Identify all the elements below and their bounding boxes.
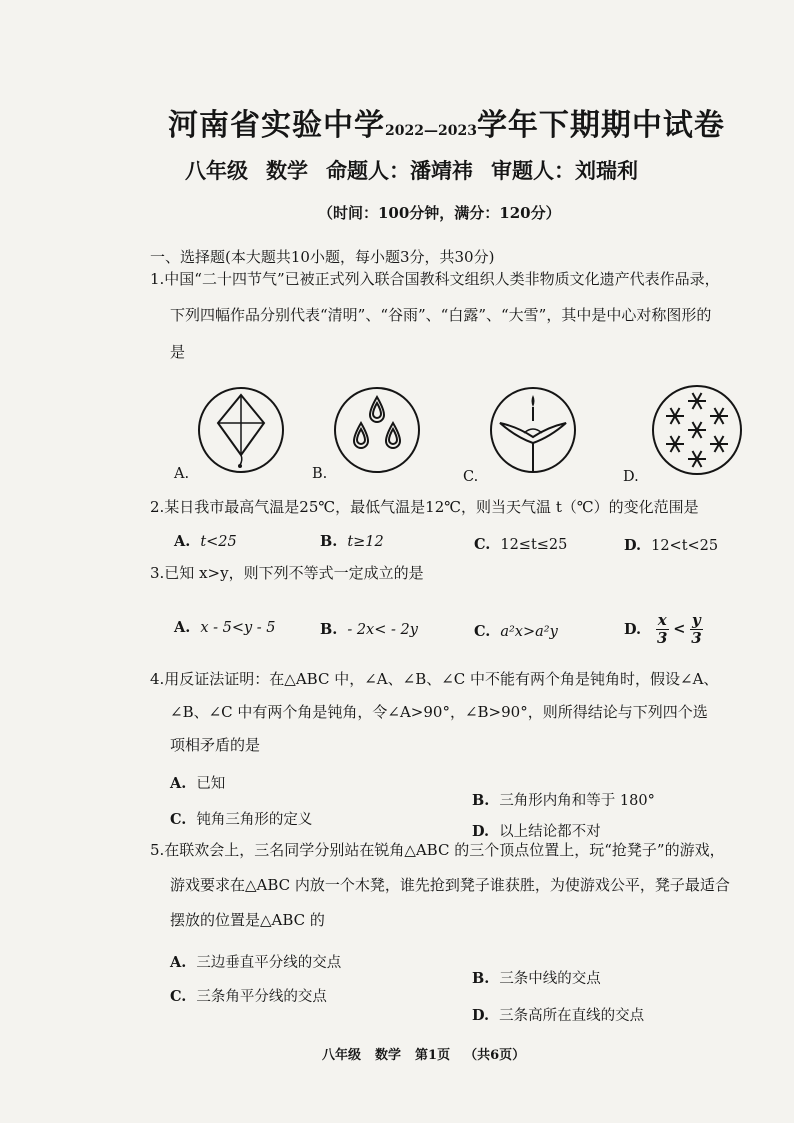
guyu-raindrops-figure — [332, 385, 422, 475]
section-title: 一、选择题(本大题共10小题，每小题3分，共30分) — [150, 248, 495, 266]
q4-option-d: D. 以上结论都不对 — [472, 823, 601, 840]
q4-line2: ∠B、∠C 中有两个角是钝角，令∠A>90°，∠B>90°，则所得结论与下列四个选 — [170, 703, 708, 721]
daxue-snowflakes-figure — [650, 383, 744, 477]
grade-label: 八年级 — [185, 158, 248, 183]
q5-line1: 5.在联欢会上，三名同学分别站在锐角△ABC 的三个顶点位置上，玩“抢凳子”的游戏， — [150, 841, 725, 859]
fraction-y-over-3: $\frac{y}{3}$ — [691, 611, 702, 647]
q5-line2: 游戏要求在△ABC 内放一个木凳，谁先抢到凳子谁获胜，为使游戏公平，凳子最适合 — [170, 876, 730, 894]
q4-line3: 项相矛盾的是 — [170, 736, 261, 754]
footer-subject: 数学 — [375, 1048, 402, 1063]
q2-option-d: D. 12<t<25 — [624, 537, 719, 554]
title-term: 学年下期期中试卷 — [476, 108, 725, 143]
exam-title — [168, 100, 725, 144]
q2-option-c: C. 12≤t≤25 — [474, 536, 568, 553]
q1-option-a: A. — [174, 466, 190, 482]
setter-label: 命题人：潘靖祎 — [326, 158, 473, 183]
reviewer-label: 审题人：刘瑞利 — [491, 158, 638, 183]
bailu-lamp-figure — [488, 385, 578, 475]
footer-page-number: 第1页 — [415, 1048, 451, 1063]
q2-stem: 2.某日我市最高气温是25℃，最低气温是12℃，则当天气温 t（℃）的变化范围是 — [150, 498, 699, 516]
q3-option-c: C. a²x>a²y — [474, 623, 558, 640]
q5-option-b: B. 三条中线的交点 — [472, 970, 601, 987]
qingming-kite-figure — [196, 385, 286, 475]
footer-grade: 八年级 — [322, 1048, 362, 1063]
q1-option-d: D. — [623, 469, 639, 485]
q4-option-b: B. 三角形内角和等于 180° — [472, 792, 655, 809]
page-footer — [322, 1044, 539, 1063]
q2-option-b: B. t≥12 — [320, 533, 384, 550]
time-info: （时间：100分钟，满分：120分） — [318, 204, 561, 222]
q1-line1: 1.中国“二十四节气”已被正式列入联合国教科文组织人类非物质文化遗产代表作品录， — [150, 270, 720, 288]
exam-subtitle — [185, 155, 656, 185]
q4-line1: 4.用反证法证明：在△ABC 中，∠A、∠B、∠C 中不能有两个角是钝角时，假设∠A、 — [150, 670, 719, 688]
q2-option-a: A. t<25 — [174, 533, 237, 550]
q5-option-a: A. 三边垂直平分线的交点 — [170, 954, 342, 971]
footer-total-pages: （共6页） — [464, 1048, 526, 1063]
title-year: 2022—2023 — [385, 123, 477, 139]
q1-option-c: C. — [463, 469, 479, 485]
q4-option-a: A. 已知 — [170, 775, 226, 792]
title-school: 河南省实验中学 — [168, 108, 385, 143]
q3-option-a: A. x - 5<y - 5 — [174, 619, 276, 636]
q5-option-c: C. 三条角平分线的交点 — [170, 988, 327, 1005]
q3-option-b: B. - 2x< - 2y — [320, 621, 418, 638]
q1-option-b: B. — [312, 466, 328, 482]
subject-label: 数学 — [266, 158, 308, 183]
q1-line3: 是 — [170, 343, 186, 361]
fraction-x-over-3: $\frac{x}{3}$ — [656, 611, 668, 647]
q4-option-c: C. 钝角三角形的定义 — [170, 811, 313, 828]
q3-option-d: D. $\frac{x}{3}$ < $\frac{y}{3}$ — [624, 611, 702, 647]
q3-stem: 3.已知 x>y，则下列不等式一定成立的是 — [150, 564, 424, 582]
q5-option-d: D. 三条高所在直线的交点 — [472, 1007, 645, 1024]
q5-line3: 摆放的位置是△ABC 的 — [170, 911, 325, 929]
q1-line2: 下列四幅作品分别代表“清明”、“谷雨”、“白露”、“大雪”，其中是中心对称图形的 — [170, 306, 712, 324]
